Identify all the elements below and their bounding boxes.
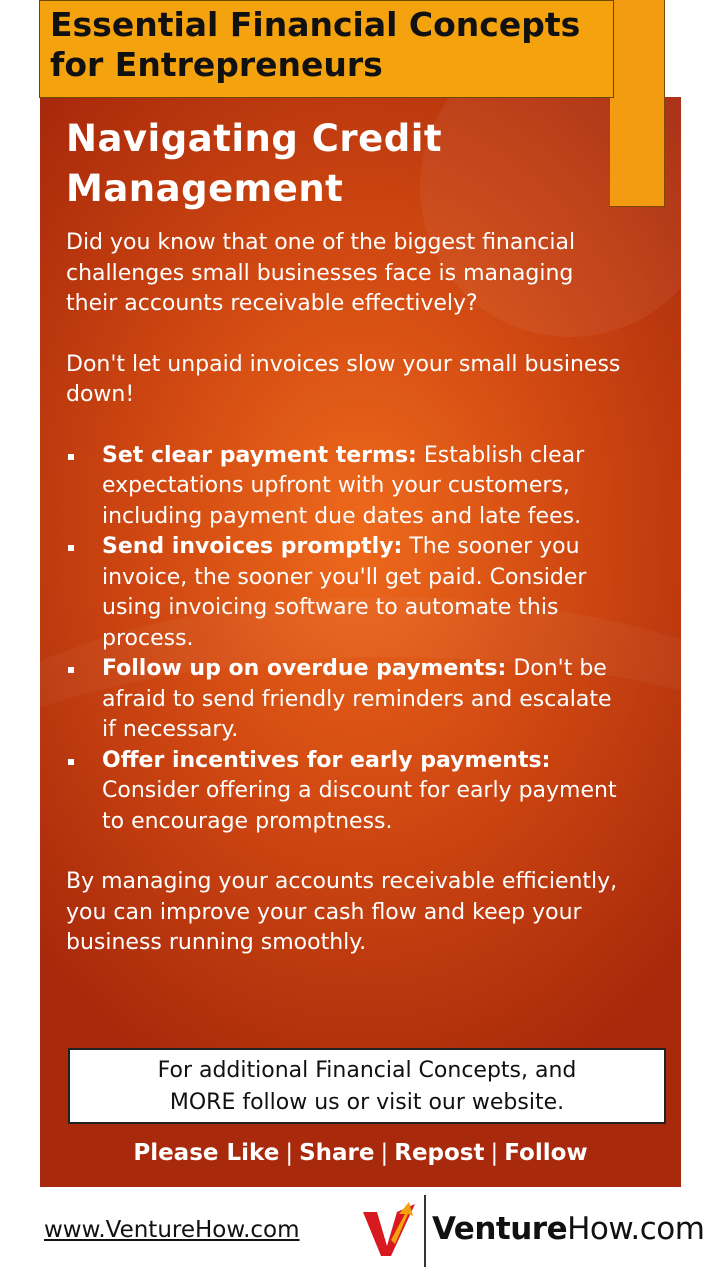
website-link[interactable]: www.VentureHow.com <box>44 1217 300 1243</box>
list-item <box>66 532 626 654</box>
intro-paragraph: Did you know that one of the biggest financial challenges small businesses face is managing their accounts receivable effectively? <box>66 230 576 316</box>
cta-separator: | <box>285 1140 294 1166</box>
bullet-icon <box>68 454 74 460</box>
section-heading <box>66 114 626 214</box>
share-link[interactable]: Share <box>299 1140 375 1166</box>
title-line-1: Essential Financial Concepts <box>50 5 581 44</box>
cta-separator: | <box>380 1140 389 1166</box>
info-line-1: For additional Financial Concepts, and <box>157 1058 577 1083</box>
call-to-action <box>40 1136 681 1170</box>
lead-paragraph: Don't let unpaid invoices slow your small business down! <box>66 351 621 407</box>
tip-label: Follow up on overdue payments: <box>102 656 507 681</box>
list-item <box>66 746 626 838</box>
brand-name-bold: Venture <box>432 1211 568 1247</box>
tip-text: Establish clear expectations upfront with your customers, including payment due dates and late fees. <box>102 442 585 529</box>
bullet-icon <box>68 759 74 765</box>
brand-name <box>432 1207 704 1251</box>
title-banner <box>39 0 614 98</box>
tips-list <box>66 441 626 838</box>
tip-label: Offer incentives for early payments: <box>102 747 551 773</box>
tip-label: Set clear payment terms: <box>102 442 417 468</box>
main-content <box>66 114 626 959</box>
follow-link[interactable]: Follow <box>504 1140 588 1166</box>
list-item <box>66 441 626 533</box>
list-item <box>66 654 626 746</box>
bullet-icon <box>68 545 74 551</box>
venturehow-logo-icon <box>361 1200 417 1258</box>
tip-text: Don't be afraid to send friendly reminders and escalate if necessary. <box>102 656 612 742</box>
tip-text: Consider offering a discount for early payment to encourage promptness. <box>102 778 617 834</box>
cta-separator: | <box>490 1140 499 1166</box>
like-link[interactable]: Please Like <box>133 1140 280 1166</box>
repost-link[interactable]: Repost <box>394 1140 485 1166</box>
tip-label: Send invoices promptly: <box>102 534 403 559</box>
heading-line-2: Management <box>66 167 344 210</box>
bullet-icon <box>68 667 74 673</box>
heading-line-1: Navigating Credit <box>66 117 443 160</box>
page-title <box>50 5 613 85</box>
logo-divider <box>424 1195 426 1267</box>
conclusion-paragraph: By managing your accounts receivable efficiently, you can improve your cash flow and keep your business running smoothly. <box>66 869 618 955</box>
info-box <box>68 1048 666 1124</box>
title-line-2: for Entrepreneurs <box>50 45 383 84</box>
tip-text: The sooner you invoice, the sooner you'll get paid. Consider using invoicing software to automate this process. <box>102 534 587 651</box>
brand-name-rest: How.com <box>567 1211 705 1247</box>
info-line-2: MORE follow us or visit our website. <box>169 1090 565 1115</box>
